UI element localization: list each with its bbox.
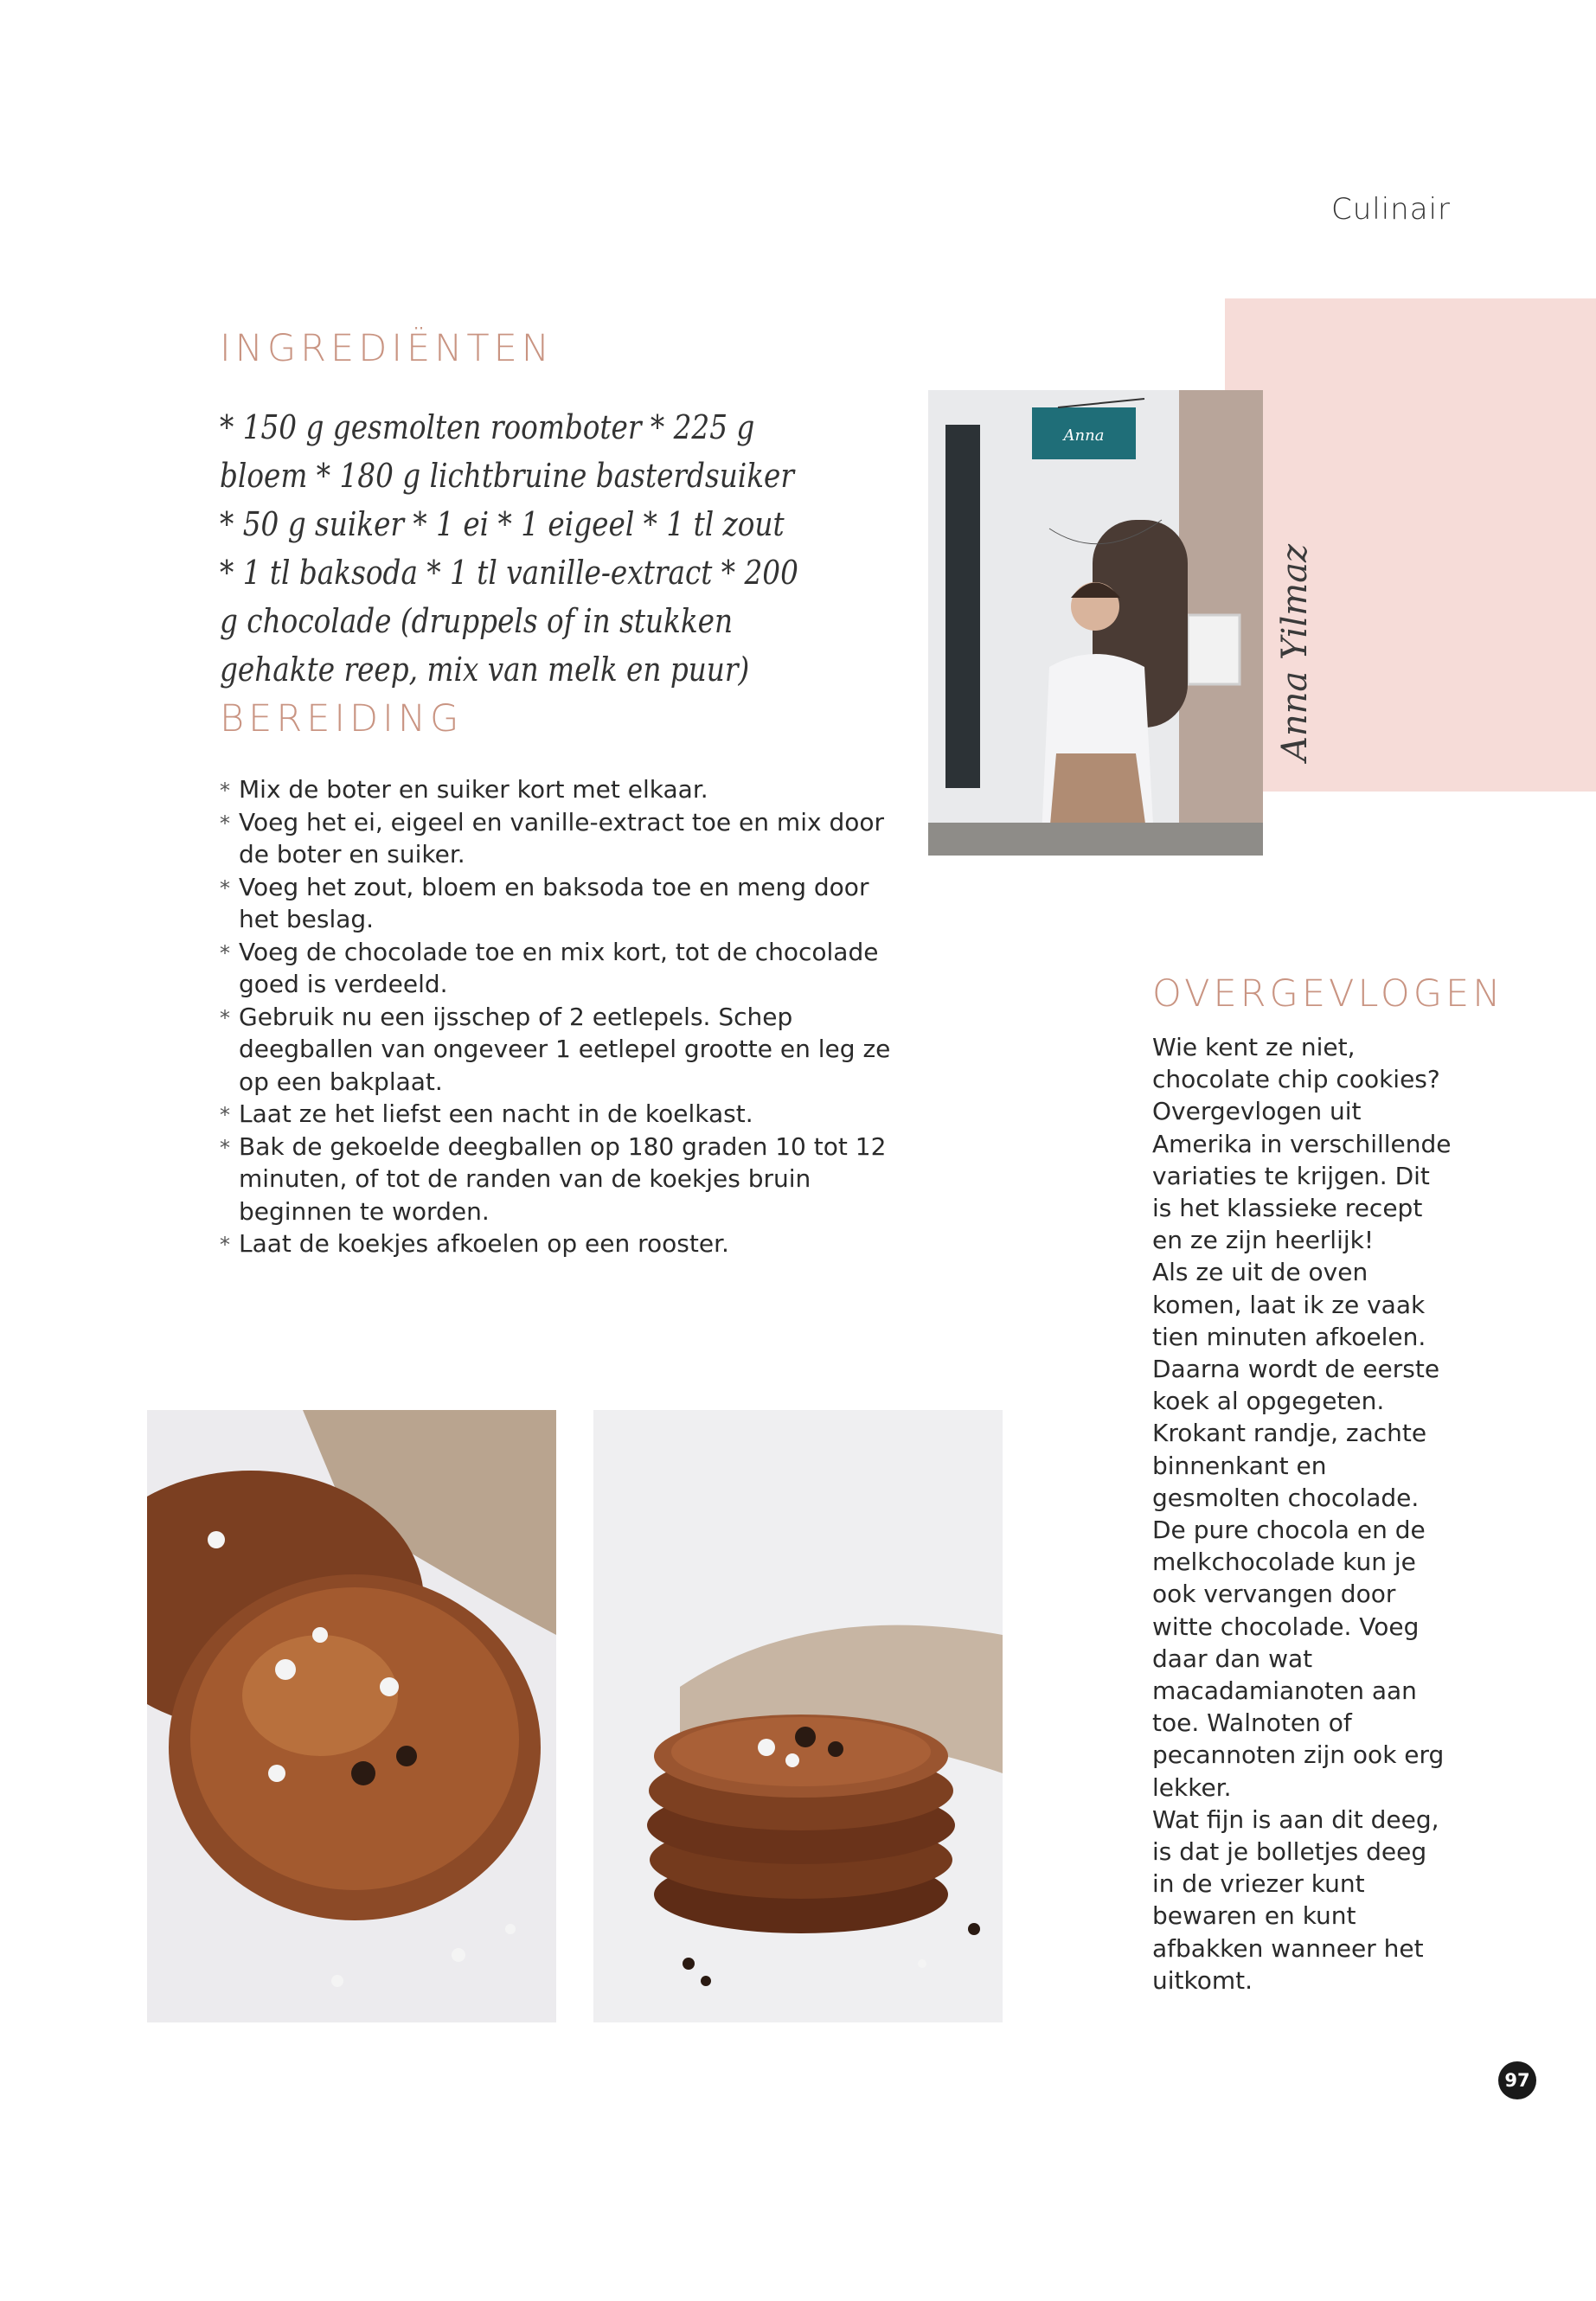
sidebar-paragraph: Wie kent ze niet, chocolate chip cookies? Overgevlogen uit Amerika in verschillende variaties te krijgen. Dit is het klassieke recept en ze zijn heerlijk!: [1152, 1033, 1452, 1255]
step-item: * Laat ze het liefst een nacht in de koelkast.: [220, 1098, 894, 1131]
ingredients-heading: INGREDIËNTEN: [220, 327, 554, 370]
section-label: Culinair: [1331, 192, 1451, 227]
preparation-steps: [220, 773, 894, 1260]
portrait-caption: Anna Yilmaz: [1275, 543, 1315, 761]
sidebar-heading: OVERGEVLOGEN: [1152, 972, 1504, 1016]
preparation-heading: BEREIDING: [220, 697, 464, 740]
cookie-photo-stack: [593, 1410, 1003, 2022]
sidebar-text: [1152, 1031, 1455, 1997]
step-item: * Laat de koekjes afkoelen op een rooster.: [220, 1227, 894, 1260]
step-item: * Mix de boter en suiker kort met elkaar.: [220, 773, 894, 806]
ingredients-text: * 150 g gesmolten roomboter * 225 g bloem * 180 g lichtbruine basterdsuiker * 50 g suiker * 1 ei * 1 eigeel * 1 tl zout * 1 tl baksoda * 1 tl vanille-extract * 200 g chocolade (druppels of in stukken gehakte reep, mix van melk en puur): [220, 408, 798, 689]
sign-text: Anna: [1063, 426, 1105, 445]
cookie-closeup-illustration: [147, 1410, 556, 2022]
sidebar-paragraph: Wat fijn is aan dit deeg, is dat je bolletjes deeg in de vriezer kunt bewaren en kunt afbakken wanneer het uitkomt.: [1152, 1804, 1439, 1995]
sidebar-paragraph: De pure chocola en de melkchocolade kun je ook vervangen door witte chocolade. Voeg daar dan wat macadamianoten aan toe. Walnoten of pecannoten zijn ook erg lekker.: [1152, 1516, 1445, 1802]
step-item: * Bak de gekoelde deegballen op 180 graden 10 tot 12 minuten, of tot de randen van de koekjes bruin beginnen te worden.: [220, 1131, 894, 1228]
sidebar-paragraph: Als ze uit de oven komen, laat ik ze vaak tien minuten afkoelen. Daarna wordt de eerste koek al opgegeten. Krokant randje, zachte binnenkant en gesmolten chocolade.: [1152, 1258, 1440, 1512]
portrait-photo: [928, 390, 1263, 856]
step-item: * Voeg het zout, bloem en baksoda toe en meng door het beslag.: [220, 871, 894, 936]
cookie-photo-closeup: [147, 1410, 556, 2022]
page-number: 97: [1498, 2061, 1536, 2099]
portrait-illustration: [928, 390, 1263, 856]
cookie-stack-illustration: [593, 1410, 1003, 2022]
step-item: * Voeg het ei, eigeel en vanille-extract toe en mix door de boter en suiker.: [220, 806, 894, 871]
step-item: * Gebruik nu een ijsschep of 2 eetlepels. Schep deegballen van ongeveer 1 eetlepel grootte en leg ze op een bakplaat.: [220, 1001, 894, 1099]
step-item: * Voeg de chocolade toe en mix kort, tot de chocolade goed is verdeeld.: [220, 936, 894, 1001]
